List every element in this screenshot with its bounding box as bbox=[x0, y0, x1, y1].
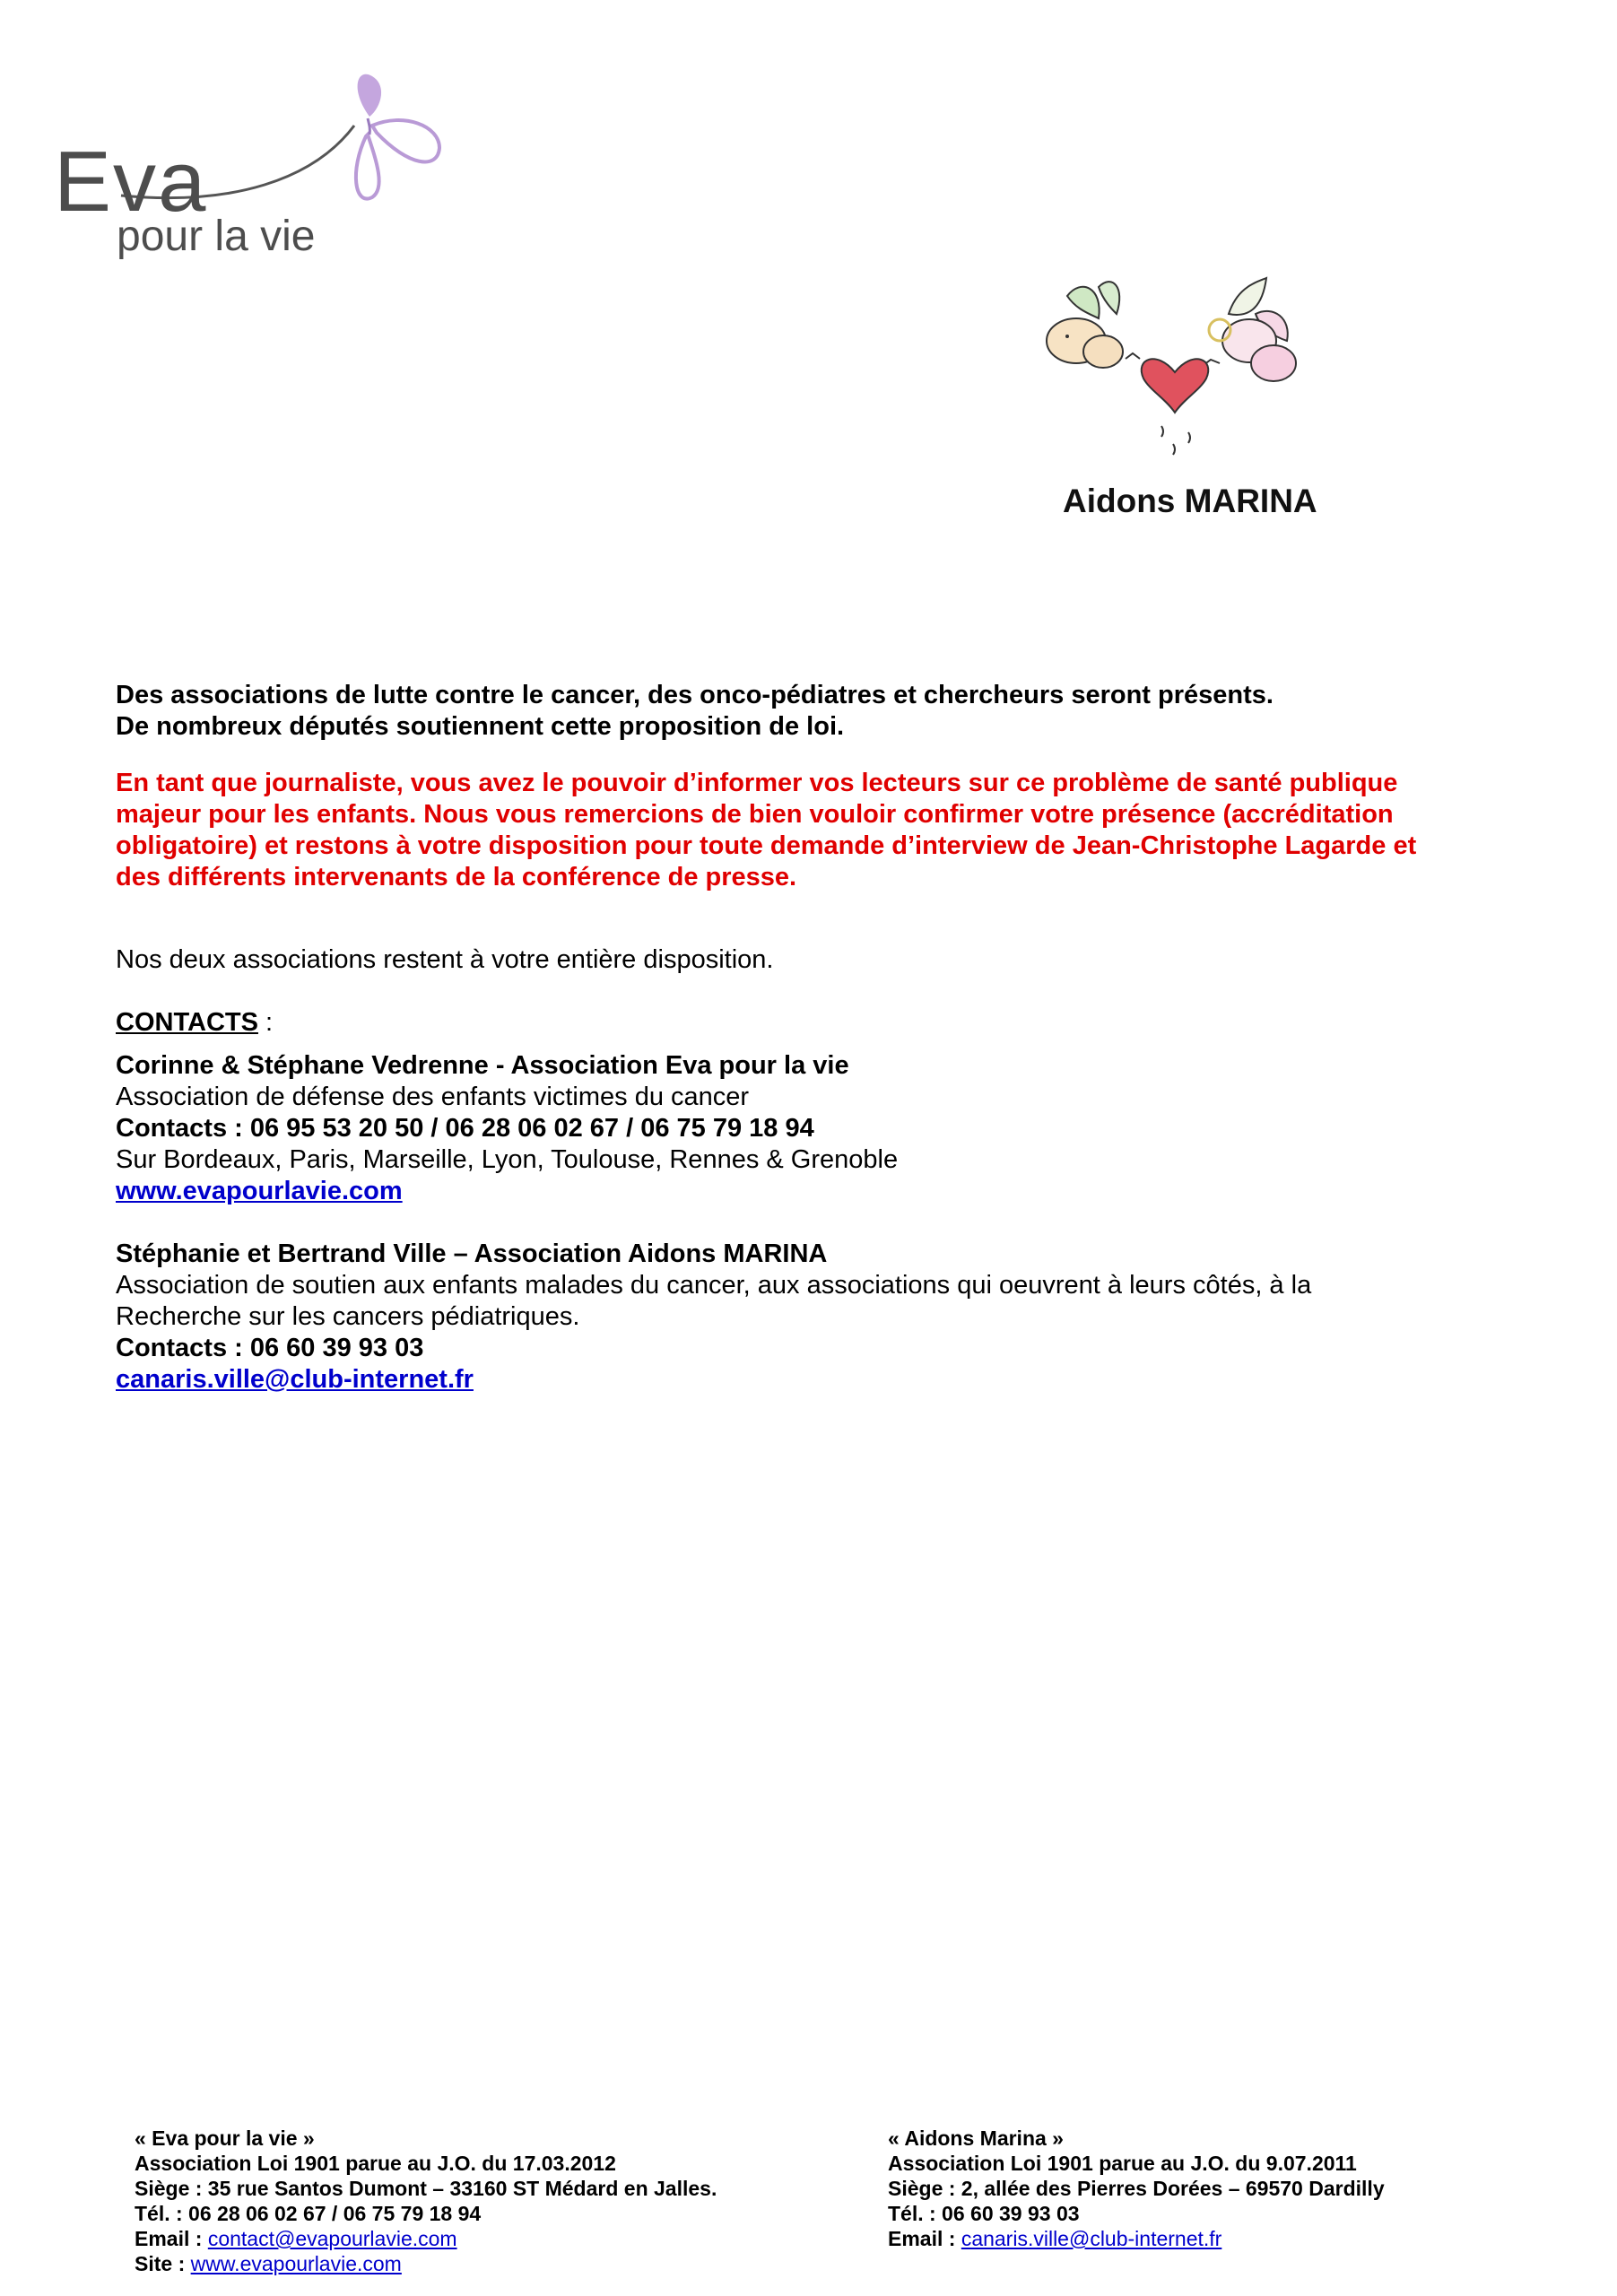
eva-contact-phones: Contacts : 06 95 53 20 50 / 06 28 06 02 67 / 06 75 79 18 94 bbox=[116, 1114, 814, 1143]
footer-left-site-row bbox=[135, 2251, 717, 2276]
heart-icon bbox=[1142, 359, 1209, 413]
eva-logo-name: Eva bbox=[54, 134, 208, 230]
footer-left-email-row bbox=[135, 2226, 717, 2251]
footer-right-title: « Aidons Marina » bbox=[888, 2126, 1064, 2150]
appeal-line-4: des différents intervenants de la conférence de presse. bbox=[116, 863, 797, 891]
eva-logo bbox=[54, 63, 466, 278]
footer-left-email-link[interactable]: contact@evapourlavie.com bbox=[207, 2227, 457, 2250]
footer-left-site-label: Site : bbox=[135, 2252, 191, 2275]
contacts-heading bbox=[116, 1006, 1515, 1039]
appeal-line-2: majeur pour les enfants. Nous vous remercions de bien vouloir confirmer votre présence (accréditation bbox=[116, 800, 1394, 829]
eva-contact-name: Corinne & Stéphane Vedrenne - Association Eva pour la vie bbox=[116, 1051, 849, 1080]
marina-contact-email-row bbox=[116, 1363, 1515, 1396]
footer-right-seat: Siège : 2, allée des Pierres Dorées – 69570 Dardilly bbox=[888, 2177, 1385, 2200]
footer-right-tel: Tél. : 06 60 39 93 03 bbox=[888, 2202, 1080, 2225]
footer-left-title: « Eva pour la vie » bbox=[135, 2126, 315, 2150]
left-angel-icon bbox=[1047, 282, 1140, 368]
appeal-line-1: En tant que journaliste, vous avez le pouvoir d’informer vos lecteurs sur ce problème de santé publique bbox=[116, 769, 1398, 797]
intro-line-1: Des associations de lutte contre le cancer, des onco-pédiatres et chercheurs seront présents. bbox=[116, 681, 1274, 709]
closing-text: Nos deux associations restent à votre entière disposition. bbox=[116, 945, 774, 974]
marina-email-link[interactable]: canaris.ville@club-internet.fr bbox=[116, 1365, 474, 1394]
footer-left bbox=[135, 2126, 717, 2276]
intro-line-2: De nombreux députés soutiennent cette proposition de loi. bbox=[116, 712, 845, 741]
eva-site-link[interactable]: www.evapourlavie.com bbox=[116, 1177, 403, 1205]
marina-contact-name: Stéphanie et Bertrand Ville – Association Aidons MARINA bbox=[116, 1239, 828, 1268]
footer-right-email-link[interactable]: canaris.ville@club-internet.fr bbox=[961, 2227, 1222, 2250]
footer-left-seat: Siège : 35 rue Santos Dumont – 33160 ST Médard en Jalles. bbox=[135, 2177, 717, 2200]
footer-right-email-row bbox=[888, 2226, 1385, 2251]
marina-contact-desc-1: Association de soutien aux enfants malades du cancer, aux associations qui oeuvrent à leurs côtés, à la bbox=[116, 1271, 1312, 1300]
footer-left-law: Association Loi 1901 parue au J.O. du 17.03.2012 bbox=[135, 2152, 616, 2175]
marina-logo bbox=[1013, 269, 1372, 538]
footer-left-email-label: Email : bbox=[135, 2227, 208, 2250]
eva-contact-desc: Association de défense des enfants victimes du cancer bbox=[116, 1083, 750, 1111]
footer-right-law: Association Loi 1901 parue au J.O. du 9.07.2011 bbox=[888, 2152, 1357, 2175]
eva-contact-cities: Sur Bordeaux, Paris, Marseille, Lyon, Toulouse, Rennes & Grenoble bbox=[116, 1145, 899, 1174]
footer-right bbox=[888, 2126, 1385, 2251]
appeal-line-3: obligatoire) et restons à votre disposition pour toute demande d’interview de Jean-Christophe Lagarde et bbox=[116, 831, 1417, 860]
eva-logo-tagline: pour la vie bbox=[117, 213, 316, 260]
contacts-heading-suffix: : bbox=[257, 1008, 274, 1037]
angels-heart-icon bbox=[1013, 269, 1372, 484]
eva-contact-site-row bbox=[116, 1175, 1515, 1207]
footer-left-site-link[interactable]: www.evapourlavie.com bbox=[190, 2252, 402, 2275]
contacts-heading-label: CONTACTS bbox=[116, 1008, 258, 1037]
marina-contact-desc-2: Recherche sur les cancers pédiatriques. bbox=[116, 1302, 580, 1331]
footer-left-tel: Tél. : 06 28 06 02 67 / 06 75 79 18 94 bbox=[135, 2202, 482, 2225]
footer-right-email-label: Email : bbox=[888, 2227, 961, 2250]
marina-logo-title: Aidons MARINA bbox=[1063, 483, 1317, 519]
right-angel-icon bbox=[1204, 278, 1296, 381]
marina-contact-phones: Contacts : 06 60 39 93 03 bbox=[116, 1334, 424, 1362]
